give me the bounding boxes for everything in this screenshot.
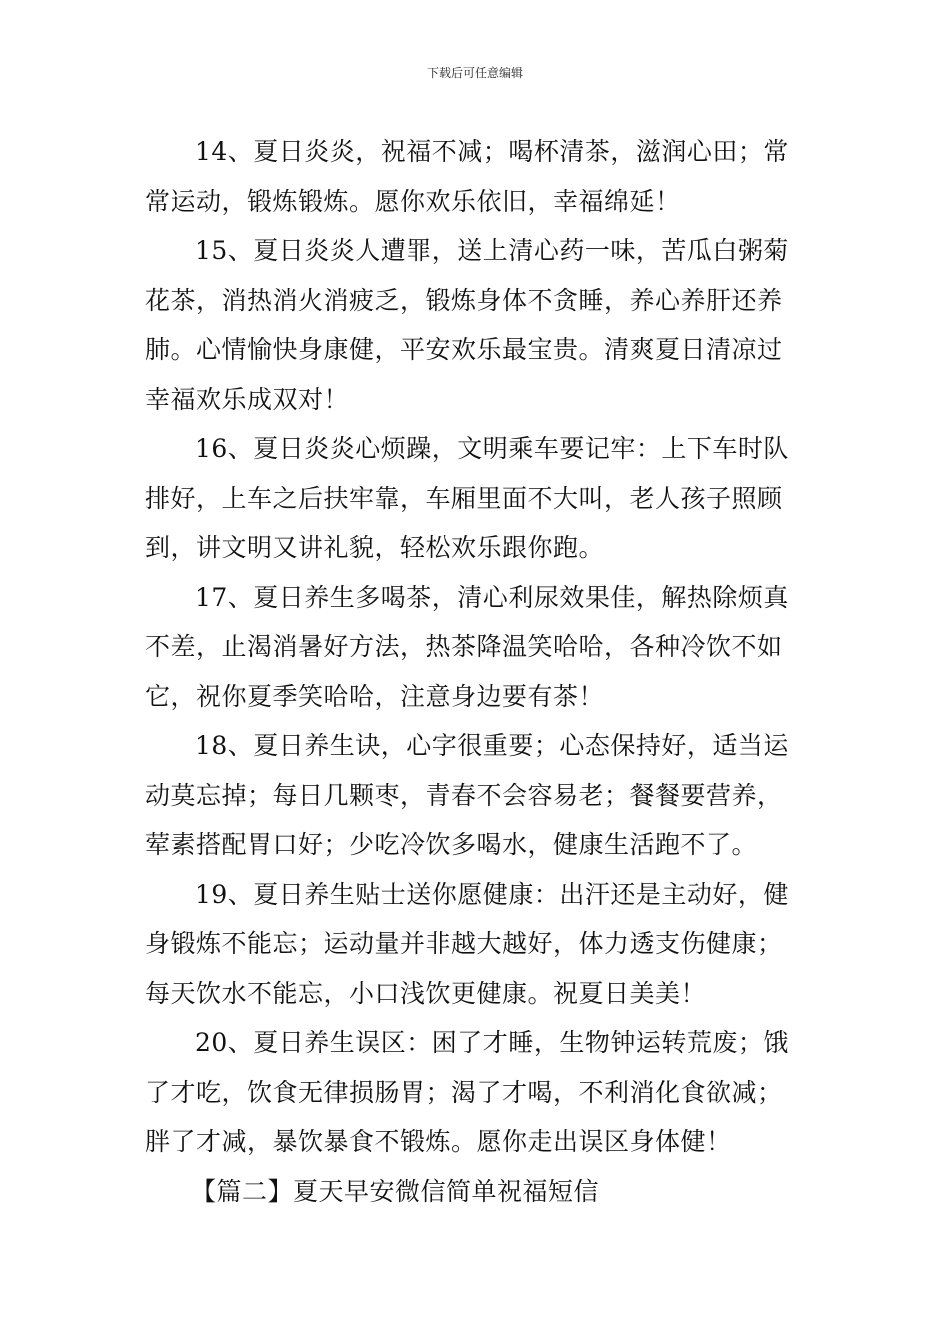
paragraph-18: 18、夏日养生诀，心字很重要；心态保持好，适当运动莫忘掉；每日几颗枣，青春不会容易老；餐餐要营养，荤素搭配胃口好；少吃冷饮多喝水，健康生活跑不了。 bbox=[145, 731, 789, 859]
paragraph-14: 14、夏日炎炎，祝福不减；喝杯清茶，滋润心田；常常运动，锻炼锻炼。愿你欢乐依旧，幸福绵延！ bbox=[145, 137, 789, 216]
section-heading: 【篇二】夏天早安微信简单祝福短信 bbox=[191, 1176, 600, 1206]
paragraph-15: 15、夏日炎炎人遭罪，送上清心药一味，苦瓜白粥菊花茶，消热消火消疲乏，锻炼身体不贪睡，养心养肝还养肺。心情愉快身康健，平安欢乐最宝贵。清爽夏日清凉过幸福欢乐成双对！ bbox=[145, 236, 789, 414]
paragraph-16: 16、夏日炎炎心烦躁，文明乘车要记牢：上下车时队排好，上车之后扶牢靠，车厢里面不大叫，老人孩子照顾到，讲文明又讲礼貌，轻松欢乐跟你跑。 bbox=[145, 434, 789, 562]
paragraph-19: 19、夏日养生贴士送你愿健康：出汗还是主动好，健身锻炼不能忘；运动量并非越大越好，体力透支伤健康；每天饮水不能忘，小口浅饮更健康。祝夏日美美！ bbox=[145, 879, 789, 1008]
page-header: 下载后可任意编辑 bbox=[426, 66, 523, 80]
document-body bbox=[145, 127, 807, 1216]
paragraph-20: 20、夏日养生误区：困了才睡，生物钟运转荒废；饿了才吃，饮食无律损肠胃；渴了才喝，不利消化食欲减；胖了才减，暴饮暴食不锻炼。愿你走出误区身体健！ bbox=[145, 1028, 789, 1156]
paragraph-17: 17、夏日养生多喝茶，清心利尿效果佳，解热除烦真不差，止渴消暑好方法，热茶降温笑哈哈，各种冷饮不如它，祝你夏季笑哈哈，注意身边要有茶！ bbox=[145, 582, 789, 711]
